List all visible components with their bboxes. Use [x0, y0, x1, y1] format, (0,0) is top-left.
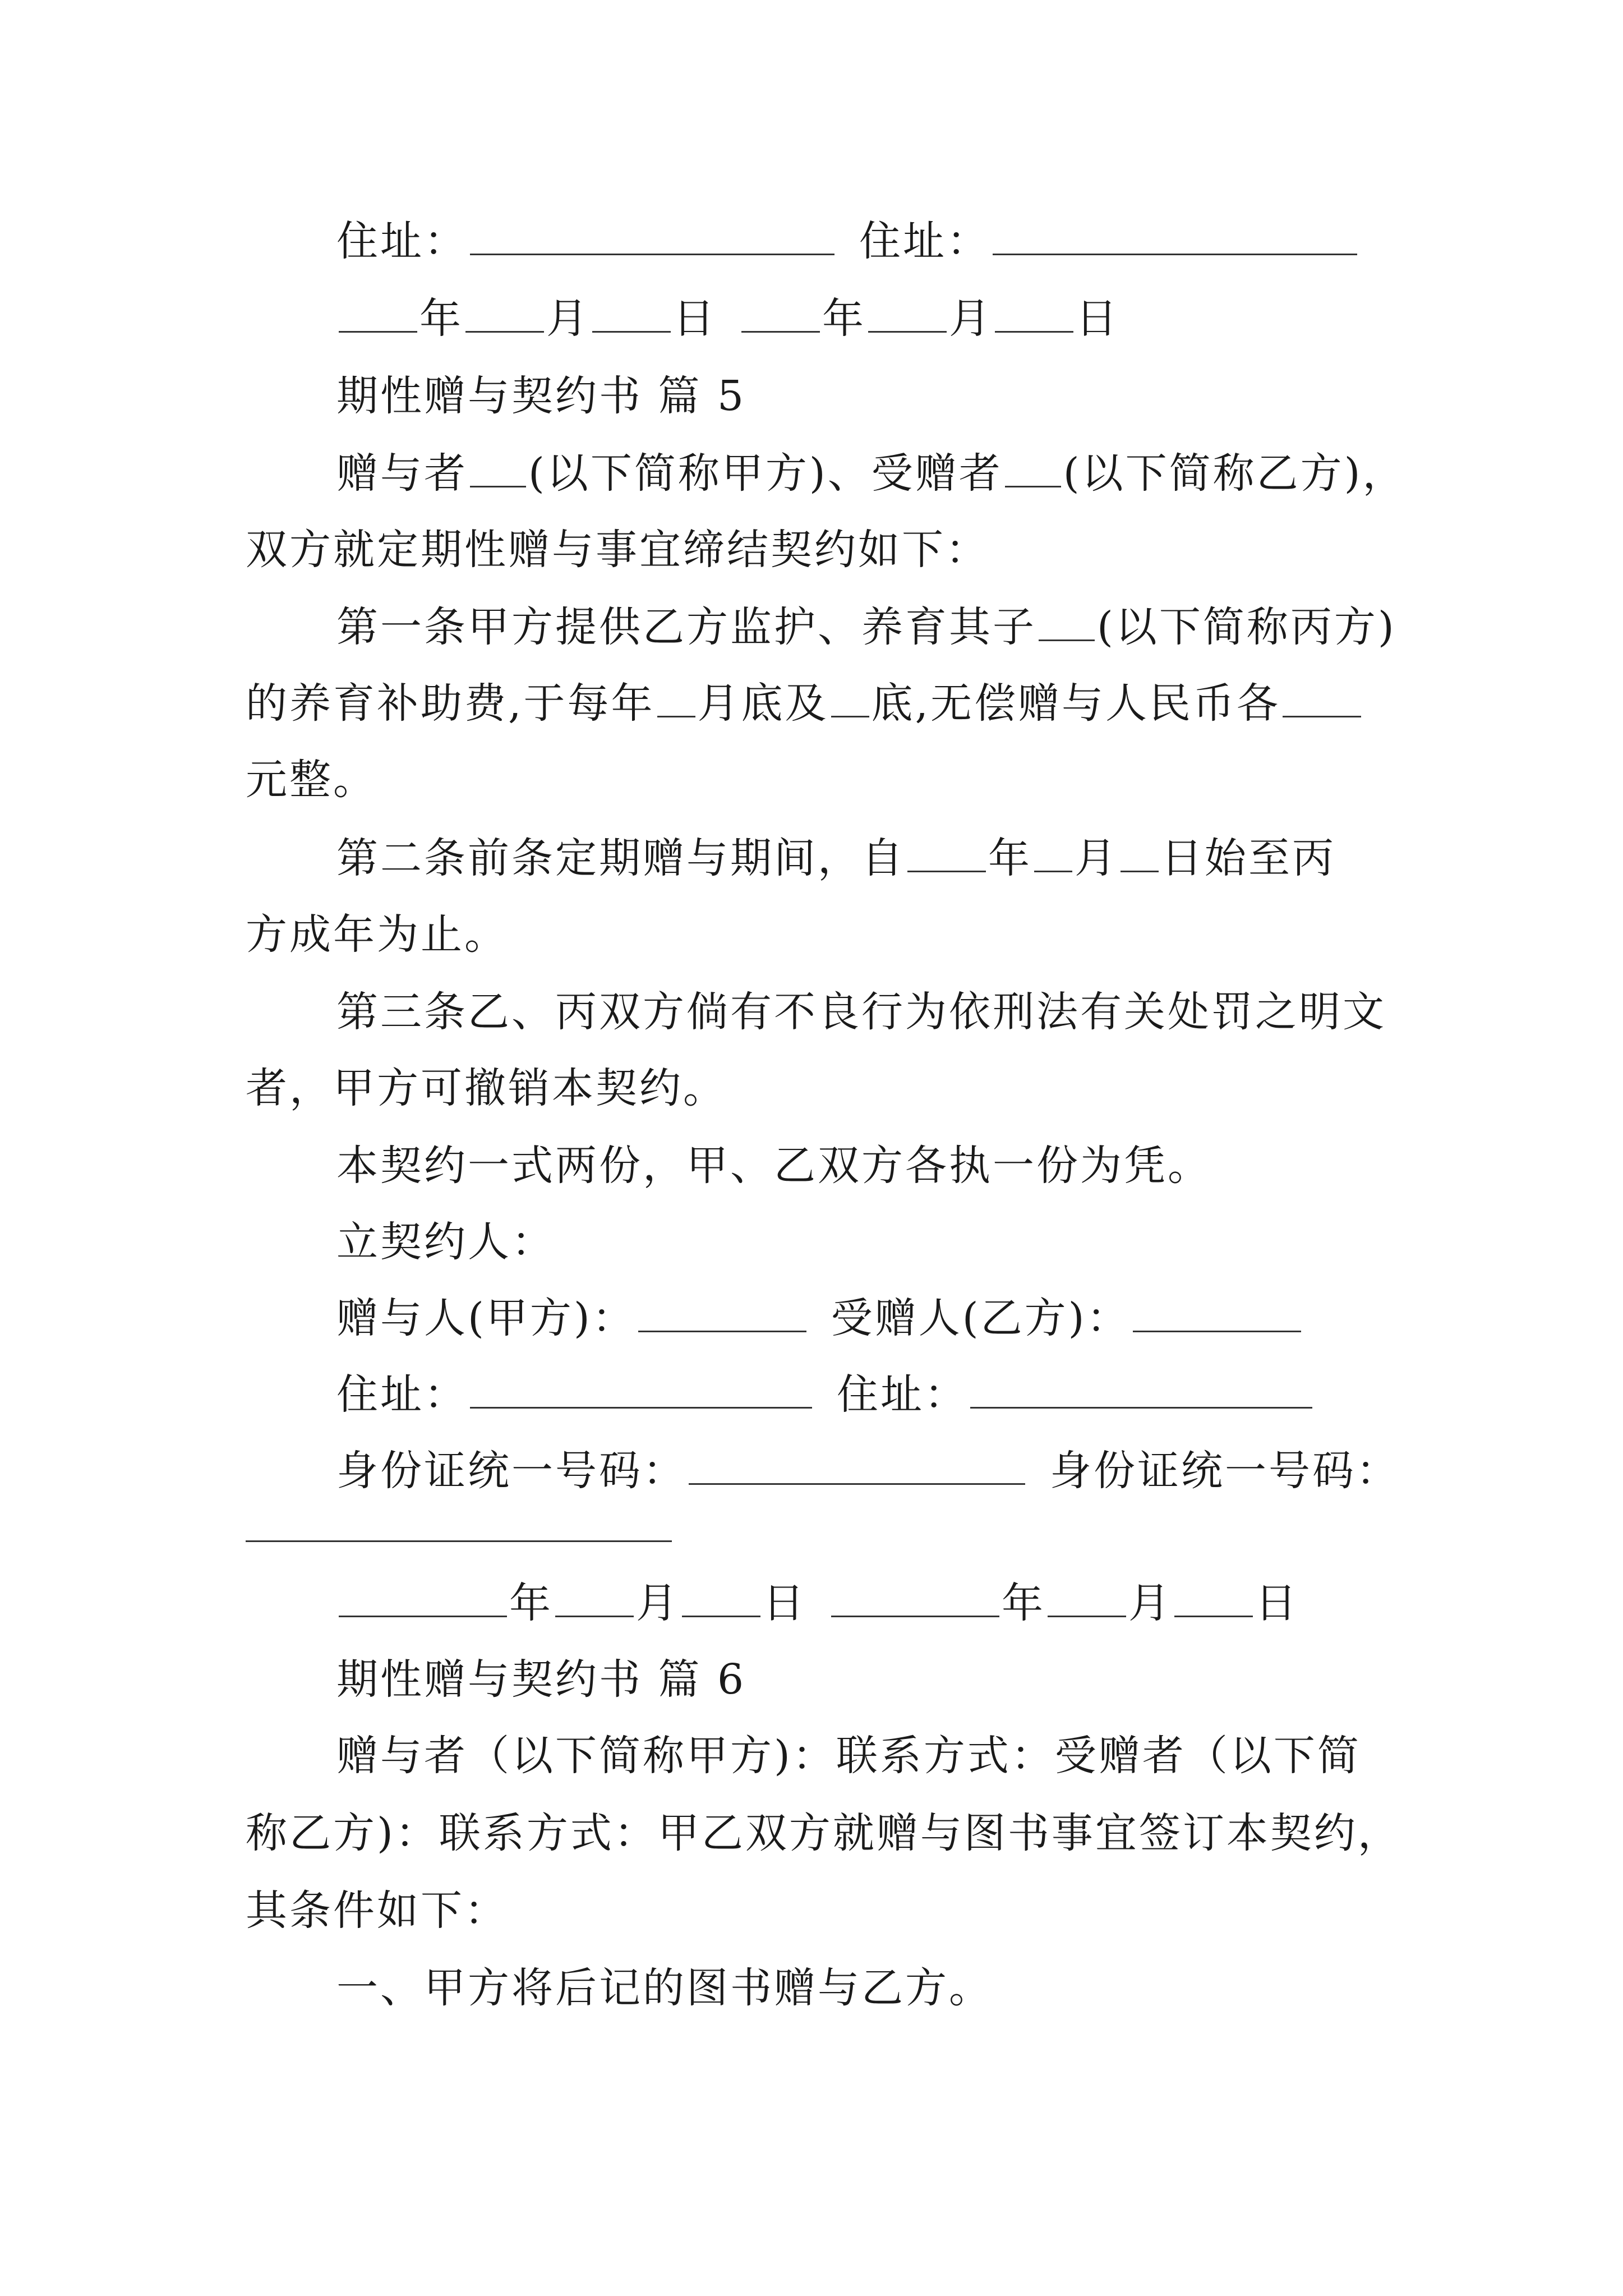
year-label: 年 — [822, 295, 866, 343]
text-span: 底,无偿赠与人民币各 — [871, 679, 1281, 728]
text-span: (以下简称乙方)， — [1063, 449, 1407, 498]
section6-item1: 一、甲方将后记的图书赠与乙方。 — [336, 1964, 993, 2012]
section5-intro-line1 — [336, 445, 1407, 501]
id-blank-left — [689, 1452, 1025, 1485]
copies-clause: 本契约一式两份，甲、乙双方各执一份为凭。 — [336, 1142, 1211, 1190]
article3-line2: 者，甲方可撤销本契约。 — [246, 1064, 727, 1112]
section6-intro-line3: 其条件如下： — [246, 1887, 508, 1935]
address-blank-right — [993, 222, 1357, 255]
article1-line2 — [246, 675, 1363, 731]
section-heading-6: 期性赠与契约书 篇 6 — [336, 1655, 746, 1704]
text-span: 第二条前条定期赠与期间，自 — [336, 834, 905, 882]
party-row — [336, 1290, 1303, 1346]
address-blank-left — [470, 222, 834, 255]
date-row — [336, 1575, 1299, 1631]
day-label: 日 — [1255, 1579, 1299, 1627]
day-label: 日 — [1076, 295, 1119, 343]
section5-intro-line2: 双方就定期性赠与事宜缔结契约如下： — [246, 526, 989, 574]
text-span: 第一条甲方提供乙方监护、养育其子 — [336, 603, 1036, 651]
year-label: 年 — [1002, 1579, 1045, 1627]
section6-intro-line2: 称乙方)：联系方式：甲乙双方就赠与图书事宜签订本契约， — [246, 1809, 1401, 1857]
text-span: 的养育补助费,于每年 — [246, 679, 655, 728]
address-label-right: 住址： — [837, 1370, 968, 1419]
id-label-right: 身份证统一号码： — [1050, 1447, 1400, 1495]
donee-blank — [1133, 1299, 1301, 1332]
id-label-left: 身份证统一号码： — [336, 1447, 686, 1495]
month-label: 月 — [1128, 1579, 1172, 1627]
month-label: 月 — [546, 295, 590, 343]
date-row-top — [336, 291, 1119, 347]
text-span: (以下简称甲方)、受赠者 — [528, 449, 1003, 498]
article1-line3: 元整。 — [246, 756, 377, 804]
text-span: 日始至丙 — [1161, 834, 1336, 882]
signers-label: 立契约人： — [336, 1218, 555, 1266]
year-label: 年 — [509, 1579, 553, 1627]
day-label: 日 — [673, 295, 717, 343]
donor-label: 赠与人(甲方)： — [336, 1294, 636, 1342]
article3-line1: 第三条乙、丙双方倘有不良行为依刑法有关处罚之明文 — [336, 988, 1386, 1036]
year-label: 年 — [419, 295, 463, 343]
donee-label: 受赠人(乙方)： — [831, 1294, 1131, 1342]
text-span: 月 — [1075, 834, 1118, 882]
address-row — [336, 1366, 1315, 1423]
text-span: (以下简称丙方) — [1097, 603, 1396, 651]
text-span: 赠与者 — [336, 449, 468, 498]
section6-intro-line1: 赠与者（以下简称甲方)：联系方式：受赠者（以下简 — [336, 1732, 1361, 1780]
text-span: 月底及 — [697, 679, 829, 728]
month-label: 月 — [636, 1579, 680, 1627]
month-label: 月 — [949, 295, 993, 343]
article2-line2: 方成年为止。 — [246, 910, 508, 959]
address-label-right: 住址： — [859, 217, 990, 265]
donor-blank — [638, 1299, 806, 1332]
id-number-row — [336, 1443, 1400, 1499]
section-heading-5: 期性赠与契约书 篇 5 — [336, 372, 746, 420]
article1-line1 — [336, 599, 1396, 655]
id-blank-right-continued — [246, 1540, 672, 1542]
address-row-top — [336, 213, 1359, 269]
address-label-left: 住址： — [336, 1370, 468, 1419]
address-blank-left — [470, 1375, 812, 1409]
day-label: 日 — [763, 1579, 806, 1627]
address-blank-right — [970, 1375, 1312, 1409]
text-span: 年 — [988, 834, 1032, 882]
address-label-left: 住址： — [336, 217, 468, 265]
article2-line1 — [336, 830, 1336, 886]
